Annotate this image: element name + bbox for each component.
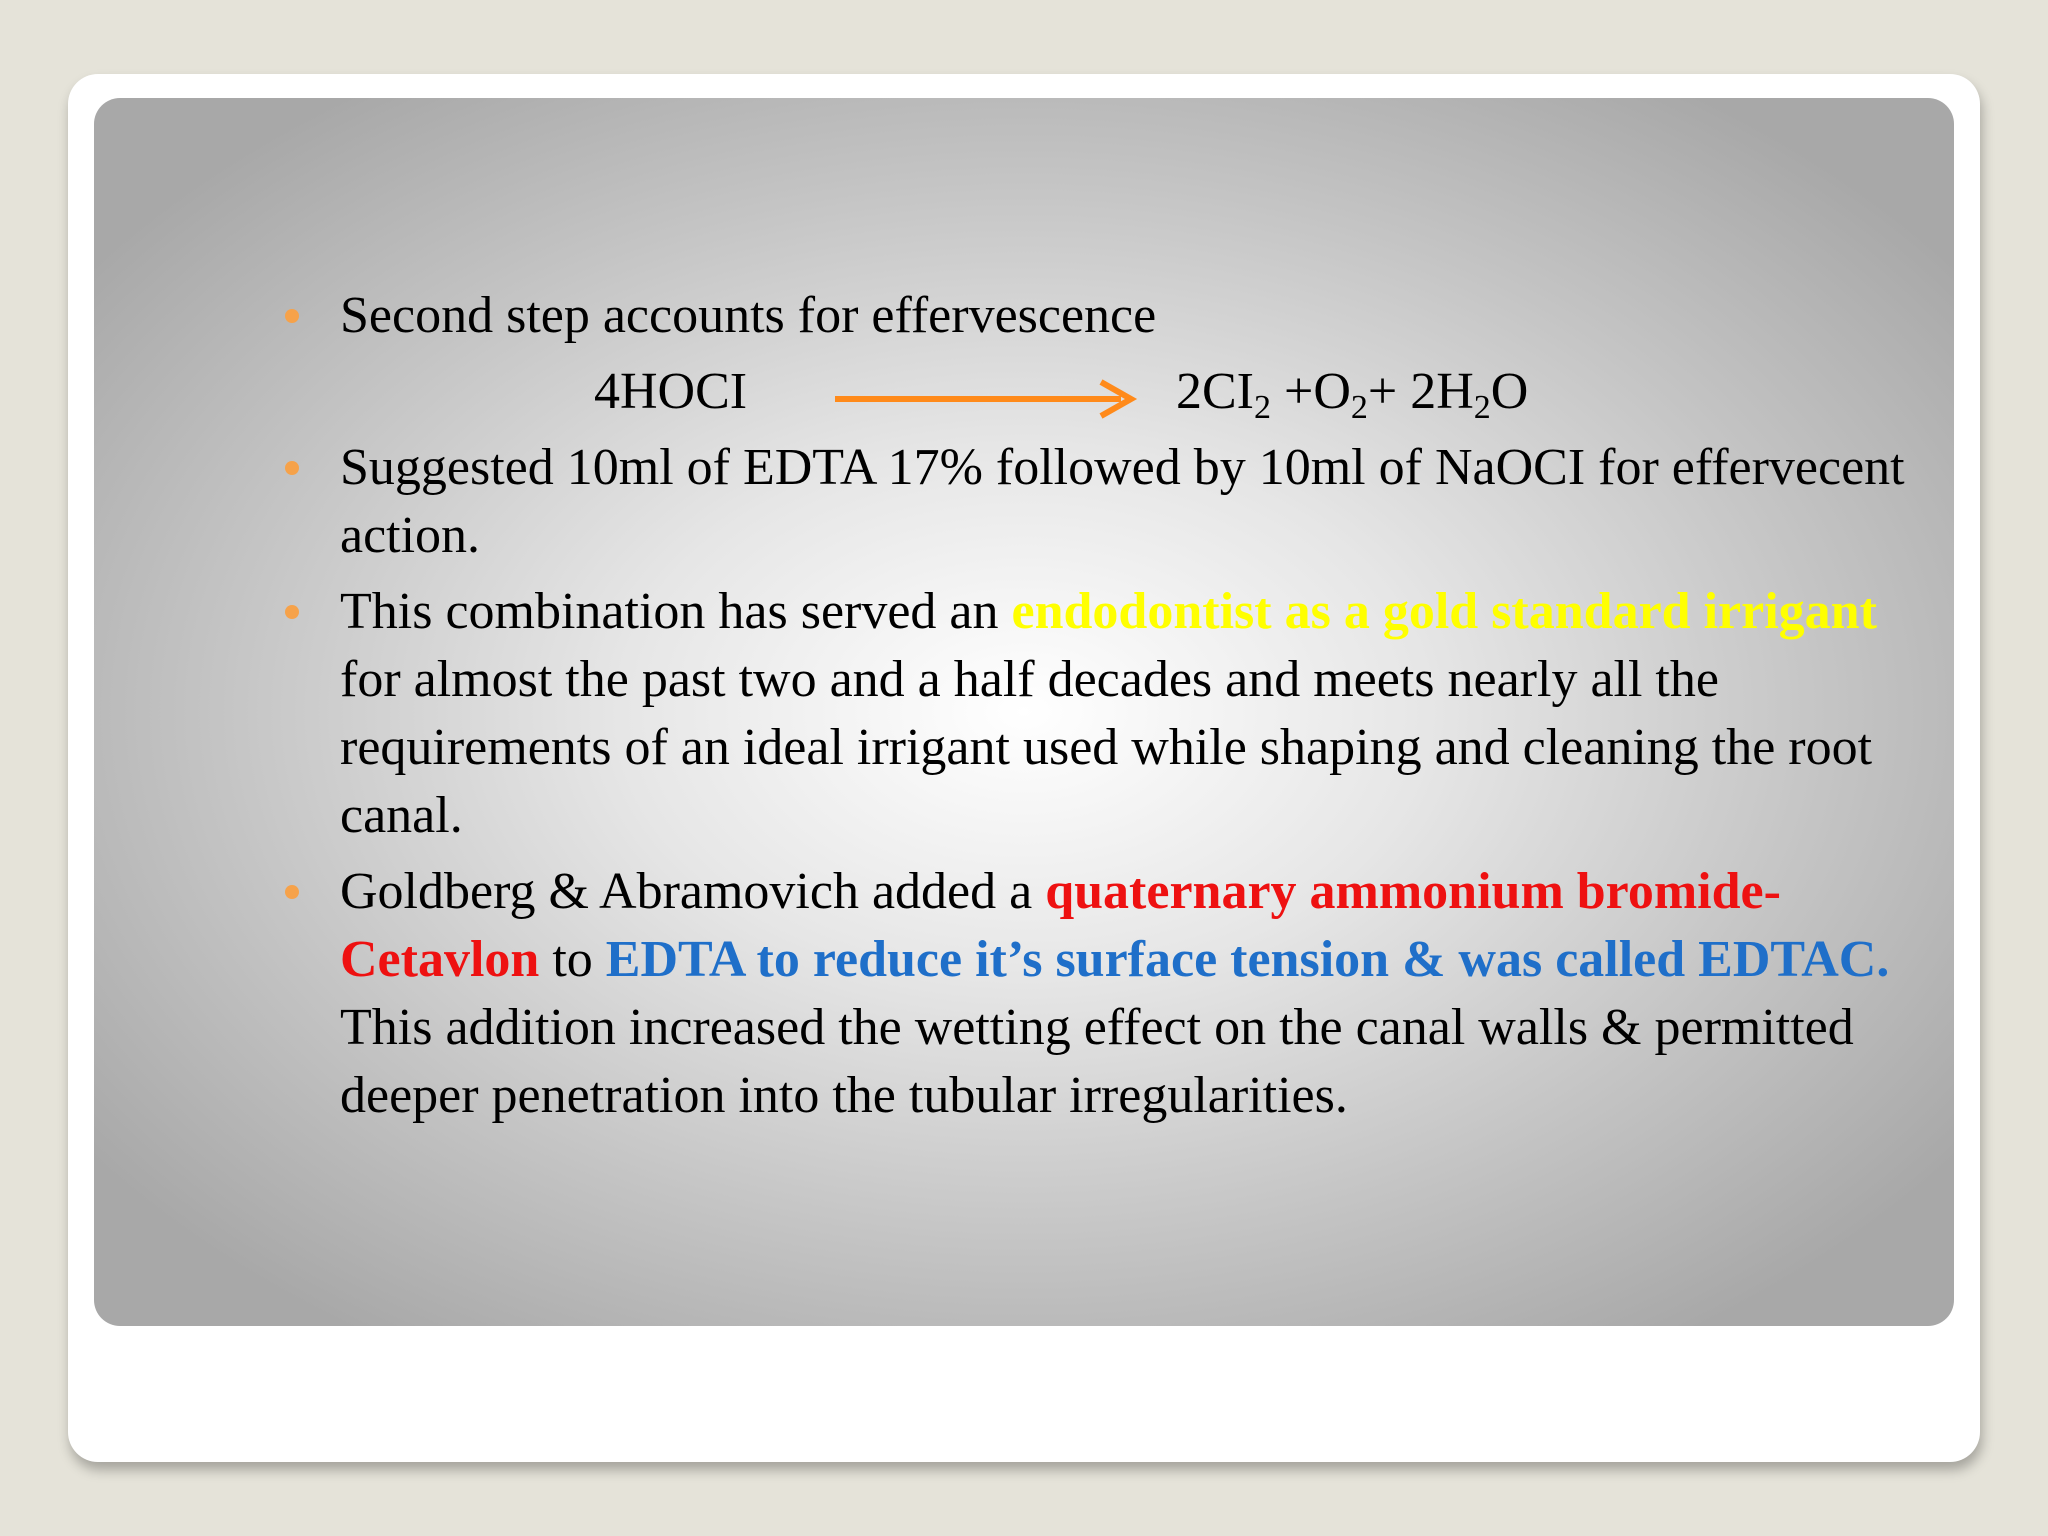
bullet-item-4 (270, 858, 1950, 1130)
subscript: 2 (1254, 389, 1271, 426)
equation-reactant: 4HOCI (594, 363, 748, 420)
bullet-text: Goldberg & Abramovich added a (340, 863, 1046, 920)
bullet-dot-icon (285, 885, 299, 899)
bullet-dot-icon (285, 605, 299, 619)
bullet-item-1 (270, 282, 1950, 350)
reaction-arrow-icon (835, 376, 1145, 422)
equation (270, 358, 1950, 426)
bullet-item-3 (270, 578, 1950, 850)
equation-products (1176, 358, 1528, 426)
highlight-red: quaternary ammonium bromide-Cetavlon (340, 863, 1781, 988)
bullet-item-2 (270, 434, 1950, 570)
subscript: 2 (1350, 389, 1368, 426)
subscript: 2 (1473, 389, 1491, 426)
product-text: O (1490, 363, 1529, 420)
bullet-text: Suggested 10ml of EDTA 17% followed by 10ml of NaOCI for effervecent action. (340, 439, 1905, 564)
bullet-text: This combination has served an (340, 583, 1012, 640)
bullet-text: to (539, 931, 606, 988)
bullet-dot-icon (285, 461, 299, 475)
bullet-text: Second step accounts for effervescence (340, 287, 1157, 344)
product-text: +O (1271, 363, 1351, 420)
bullet-text: This addition increased the wetting effect on the canal walls & permitted deeper penetration into the tubular irregularities. (340, 999, 1854, 1124)
highlight-yellow: endodontist as a gold standard irrigant (1011, 583, 1877, 640)
bullet-dot-icon (285, 309, 299, 323)
product-text: 2CI (1176, 363, 1254, 420)
product-text: + 2H (1367, 363, 1474, 420)
slide-content (270, 282, 1950, 1138)
highlight-blue: EDTA to reduce it’s surface tension & was called EDTAC. (605, 931, 1890, 988)
bullet-text: for almost the past two and a half decades and meets nearly all the requirements of an ideal irrigant used while shaping and cleaning the root canal. (340, 651, 1873, 844)
